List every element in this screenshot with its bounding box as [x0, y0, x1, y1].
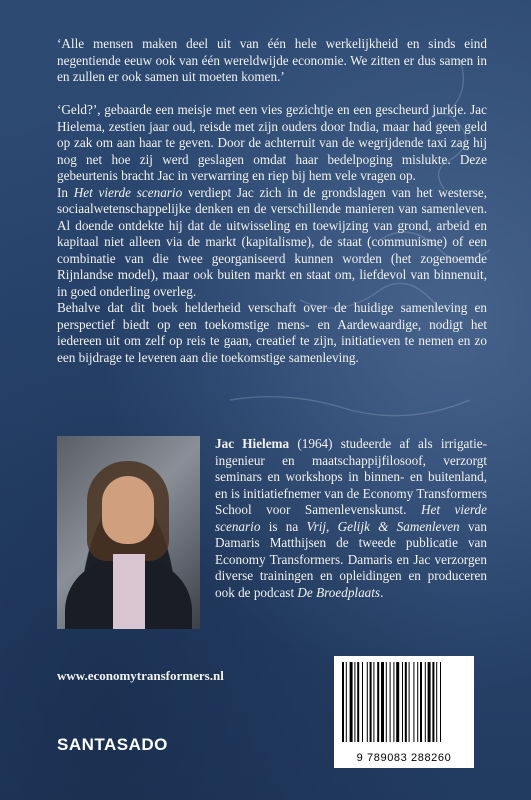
author-bio: Jac Hielema (1964) studeerde af als irrigatie-ingenieur en maatschappijfilosoof, verzorgt seminars en workshops in binnen- en buitenland, en is initiatiefnemer van de Economy Transformers School voor Samenlevenskunst. Het vierde scenario is na Vrij, Gelijk & Samenleven van Damaris Matthijsen de tweede publicatie van Economy Transformers. Damaris en Jac verzorgen diverse trainingen en opleidingen en produceren ook de podcast De Broedplaats.	[215, 436, 487, 600]
author-photo	[57, 436, 200, 629]
blurb-paragraph-2: In Het vierde scenario verdiept Jac zich in de grondslagen van het westerse, sociaalwetenschappelijke denken en de verschillende manieren van samenleven. Al doende ontdekte hij dat de uitwisseling en toewijzing van grond, arbeid en kapitaal niet alleen via de markt (kapitalisme), de staat (communisme) of een combinatie van die twee georganiseerd kunnen worden (het zogenoemde Rijnlandse model), maar ook buiten markt en staat om, liefdevol van binnenuit, in goed onderling overleg.	[57, 184, 487, 299]
isbn-number: 9 789083 288260	[356, 752, 452, 764]
website-url[interactable]: www.economytransformers.nl	[57, 668, 224, 683]
barcode-bars	[342, 662, 466, 742]
publisher-logo: SANTASADO	[57, 735, 168, 754]
blurb-paragraph-1: ‘Geld?’, gebaarde een meisje met een vies gezichtje en een gescheurd jurkje. Jac Hielema, zestien jaar oud, reisde met zijn ouders door India, maar had geen geld op zak om aan haar te geven. Door de achterruit van de wegrijdende taxi zag hij nog net hoe zij werd geslagen omdat haar bedelpoging mislukte. Deze gebeurtenis bracht Jac in verwarring en riep bij hem vele vragen op.	[57, 102, 487, 183]
blurb-text	[57, 102, 487, 366]
author-name: Jac Hielema	[215, 436, 290, 451]
blurb-paragraph-3: Behalve dat dit boek helderheid verschaft over de huidige samenleving en perspectief biedt op een toekomstige mens- en Aardewaardige, nodigt het iedereen uit om zelf op reis te gaan, creatief te zijn, initiatieven te nemen en zo een bijdrage te leveren aan die toekomstige samenleving.	[57, 300, 487, 365]
isbn-barcode	[334, 656, 474, 768]
quote-paragraph: ‘Alle mensen maken deel uit van één hele werkelijkheid en sinds eind negentiende eeuw ook van één wereldwijde economie. We zitten er dus samen in en zullen er ook samen uit moeten komen.’	[57, 36, 487, 84]
